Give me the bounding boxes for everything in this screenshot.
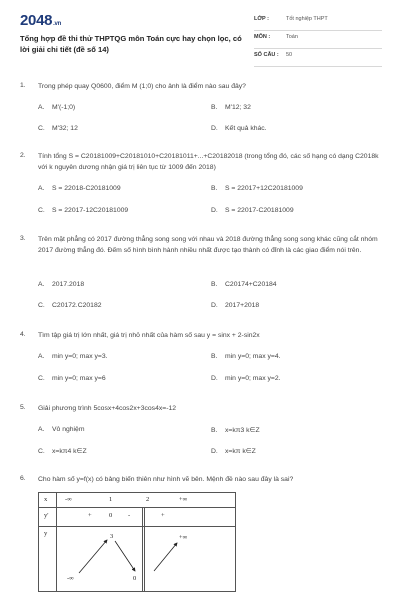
- option-c[interactable]: [38, 375, 106, 382]
- option-letter: C.: [38, 207, 45, 214]
- option-d[interactable]: [211, 447, 256, 455]
- x-value: +∞: [179, 496, 188, 503]
- option-c[interactable]: [38, 447, 87, 455]
- yprime-row-label: y': [44, 512, 49, 519]
- option-text: min y=0; max y=4.: [225, 353, 281, 360]
- increasing-arrow: [154, 543, 177, 571]
- question-text: Trong phép quay Q0600, điểm M (1;0) cho ảnh là điểm nào sau đây?: [38, 83, 246, 90]
- option-b[interactable]: [211, 185, 303, 192]
- option-text: min y=0; max y=3.: [52, 353, 108, 360]
- option-letter: B.: [211, 104, 218, 111]
- option-letter: A.: [38, 426, 45, 433]
- meta-row-class: [254, 13, 382, 31]
- question-number: 3.: [20, 235, 26, 242]
- y-value: 3: [110, 533, 114, 540]
- option-c[interactable]: [38, 302, 102, 309]
- option-d[interactable]: [211, 125, 267, 132]
- option-letter: C.: [38, 302, 45, 309]
- option-d[interactable]: [211, 207, 294, 214]
- option-text: M'12; 32: [225, 104, 251, 111]
- option-letter: A.: [38, 281, 45, 288]
- option-text: Kết quả khác.: [225, 125, 267, 132]
- y-value: +∞: [179, 534, 188, 541]
- meta-value: Tốt nghiệp THPT: [286, 16, 328, 22]
- logo-text: 2048: [20, 12, 53, 29]
- option-letter: B.: [211, 281, 218, 288]
- option-text: C20172.C20182: [52, 302, 102, 309]
- option-letter: A.: [38, 104, 45, 111]
- meta-row-subject: [254, 31, 382, 49]
- page-title: Tổng hợp đề thi thử THPTQG môn Toán cực hay chọn lọc, có lời giải chi tiết (đề số 14): [20, 34, 242, 54]
- page-header: [0, 0, 400, 66]
- decreasing-arrow: [115, 541, 135, 571]
- meta-label: SỐ CÂU :: [254, 52, 279, 58]
- option-letter: A.: [38, 185, 45, 192]
- option-a[interactable]: [38, 353, 108, 360]
- question-text: Tính tổng S = C20181009+C20181010+C20181011+...+C20182018 (trong tổng đó, các số hạng có dạng C2018k với k nguyên dương nhận giá trị liên tục từ 1009 đến 2018): [38, 153, 379, 171]
- option-letter: B.: [211, 427, 218, 434]
- option-text: x=kπ4 k∈Z: [52, 448, 87, 455]
- variation-table: [38, 492, 236, 592]
- option-letter: D.: [211, 302, 218, 309]
- variation-arrows: [39, 493, 237, 593]
- option-text: M'(-1;0): [52, 104, 76, 111]
- yprime-sign: +: [88, 512, 92, 519]
- option-text: M'32; 12: [52, 125, 78, 132]
- yprime-sign: -: [128, 512, 131, 519]
- meta-label: MÔN :: [254, 34, 271, 40]
- question-text: Tìm tập giá trị lớn nhất, giá trị nhỏ nhất của hàm số sau y = sinx + 2-sin2x: [38, 332, 260, 339]
- question-number: 5.: [20, 404, 26, 411]
- option-letter: B.: [211, 353, 218, 360]
- option-b[interactable]: [211, 426, 260, 434]
- question-text: Giải phương trình 5cosx+4cos2x+3cos4x=-12: [38, 405, 177, 412]
- meta-value: 50: [286, 52, 293, 58]
- y-row-label: y: [44, 530, 48, 537]
- meta-label: LỚP :: [254, 16, 269, 22]
- x-value: 2: [146, 496, 150, 503]
- site-logo[interactable]: [20, 12, 61, 29]
- option-text: C20174+C20184: [225, 281, 277, 288]
- meta-row-count: [254, 49, 382, 67]
- meta-value: Toán: [286, 34, 298, 40]
- question-number: 6.: [20, 475, 26, 482]
- y-value: 0: [133, 575, 137, 582]
- question-text: Trên mặt phẳng có 2017 đường thẳng song song với nhau và 2018 đường thẳng song song khác cũng cắt nhóm 2017 đường thẳng đó. Đếm số hình bình hành nhiều nhất được tạo thành có đỉnh là các giao điểm nói trên.: [38, 236, 378, 254]
- question-text: Cho hàm số y=f(x) có bảng biến thiên như hình vẽ bên. Mệnh đề nào sau đây là sai?: [38, 476, 294, 483]
- option-text: 2017+2018: [225, 302, 260, 309]
- option-letter: D.: [211, 448, 218, 455]
- option-text: S = 22017-12C20181009: [52, 207, 129, 214]
- increasing-arrow: [79, 540, 107, 573]
- option-text: 2017.2018: [52, 281, 85, 288]
- option-text: S = 22017+12C20181009: [225, 185, 303, 192]
- option-letter: D.: [211, 375, 218, 382]
- option-d[interactable]: [211, 302, 259, 309]
- option-d[interactable]: [211, 375, 281, 382]
- option-a[interactable]: [38, 426, 85, 433]
- option-letter: B.: [211, 185, 218, 192]
- option-letter: C.: [38, 375, 45, 382]
- option-text: x=kπ3 k∈Z: [225, 427, 260, 434]
- option-letter: C.: [38, 125, 45, 132]
- yprime-sign: 0: [109, 512, 113, 519]
- option-a[interactable]: [38, 185, 121, 192]
- option-letter: C.: [38, 448, 45, 455]
- option-text: S = 22018-C20181009: [52, 185, 121, 192]
- option-c[interactable]: [38, 125, 78, 132]
- logo-suffix: .vn: [53, 21, 61, 27]
- option-b[interactable]: [211, 104, 251, 111]
- option-letter: D.: [211, 207, 218, 214]
- exam-meta: [254, 13, 382, 67]
- x-row-label: x: [44, 496, 48, 503]
- option-b[interactable]: [211, 353, 281, 360]
- yprime-sign: +: [161, 512, 165, 519]
- y-value: -∞: [67, 575, 74, 582]
- x-value: -∞: [65, 496, 72, 503]
- option-text: x=kπ k∈Z: [225, 448, 256, 455]
- question-number: 4.: [20, 331, 26, 338]
- option-a[interactable]: [38, 281, 84, 288]
- question-number: 1.: [20, 82, 26, 89]
- option-a[interactable]: [38, 104, 75, 111]
- option-letter: A.: [38, 353, 45, 360]
- option-text: S = 22017-C20181009: [225, 207, 294, 214]
- x-value: 1: [109, 496, 113, 503]
- option-c[interactable]: [38, 207, 128, 214]
- option-letter: D.: [211, 125, 218, 132]
- option-text: min y=0; max y=6: [52, 375, 106, 382]
- option-text: min y=0; max y=2.: [225, 375, 281, 382]
- question-number: 2.: [20, 152, 26, 159]
- option-b[interactable]: [211, 281, 277, 288]
- option-text: Vô nghiệm: [52, 426, 85, 433]
